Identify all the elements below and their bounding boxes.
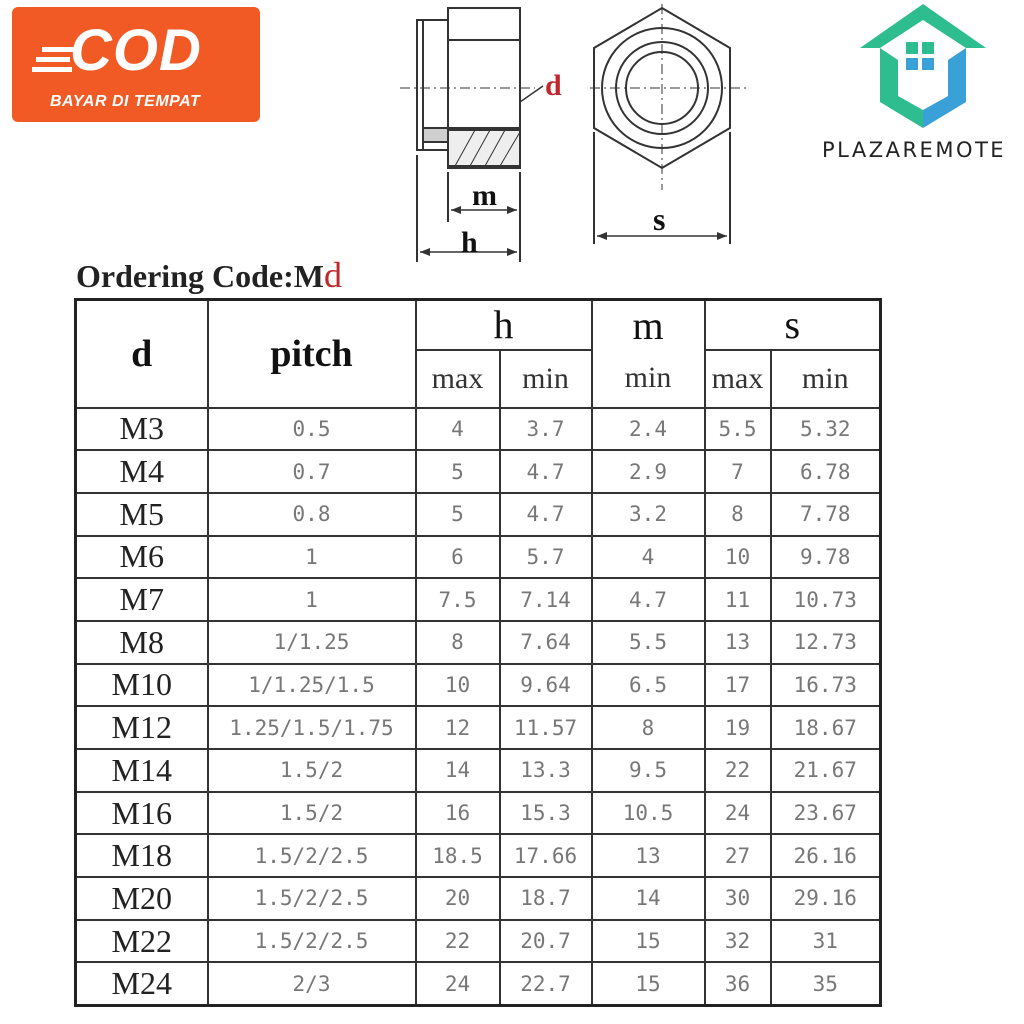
header-s: s [705, 300, 881, 350]
cell-m-min: 2.9 [592, 450, 705, 493]
cell-pitch: 0.8 [208, 493, 416, 536]
cell-d: M6 [76, 536, 208, 579]
cell-pitch: 1.5/2 [208, 792, 416, 835]
cell-m-min: 2.4 [592, 408, 705, 451]
cell-h-min: 7.64 [500, 621, 592, 664]
cell-d: M3 [76, 408, 208, 451]
cell-pitch: 1 [208, 578, 416, 621]
cell-h-max: 5 [416, 450, 500, 493]
cell-h-max: 16 [416, 792, 500, 835]
cell-m-min: 15 [592, 962, 705, 1005]
cell-h-min: 17.66 [500, 834, 592, 877]
cell-s-min: 35 [771, 962, 881, 1005]
cell-m-min: 4.7 [592, 578, 705, 621]
cell-s-max: 11 [705, 578, 771, 621]
cell-d: M8 [76, 621, 208, 664]
table-row [76, 834, 881, 877]
cell-s-min: 16.73 [771, 664, 881, 707]
ordering-code-suffix: d [323, 255, 342, 295]
diagram-label-m: m [472, 179, 497, 212]
cell-m-min: 5.5 [592, 621, 705, 664]
cell-d: M5 [76, 493, 208, 536]
cell-s-min: 18.67 [771, 706, 881, 749]
cell-pitch: 1 [208, 536, 416, 579]
cell-pitch: 1.5/2/2.5 [208, 877, 416, 920]
cell-d: M7 [76, 578, 208, 621]
cell-h-max: 5 [416, 493, 500, 536]
diagram-label-d: d [545, 69, 562, 102]
cell-s-min: 7.78 [771, 493, 881, 536]
cell-s-min: 26.16 [771, 834, 881, 877]
cell-h-max: 22 [416, 920, 500, 963]
cell-s-max: 7 [705, 450, 771, 493]
table-row [76, 920, 881, 963]
header-m-min: min [592, 350, 705, 408]
house-icon [856, 0, 990, 130]
cell-h-min: 4.7 [500, 450, 592, 493]
cell-s-max: 32 [705, 920, 771, 963]
cell-s-max: 10 [705, 536, 771, 579]
header-s-min: min [771, 350, 881, 408]
cell-h-max: 4 [416, 408, 500, 451]
cell-m-min: 6.5 [592, 664, 705, 707]
cell-h-max: 8 [416, 621, 500, 664]
cell-h-max: 20 [416, 877, 500, 920]
ordering-code [76, 254, 342, 296]
cell-s-max: 24 [705, 792, 771, 835]
cell-d: M24 [76, 962, 208, 1005]
cell-m-min: 8 [592, 706, 705, 749]
table-row [76, 877, 881, 920]
cell-s-min: 23.67 [771, 792, 881, 835]
cell-s-max: 27 [705, 834, 771, 877]
cell-h-max: 10 [416, 664, 500, 707]
cell-pitch: 2/3 [208, 962, 416, 1005]
cell-pitch: 0.5 [208, 408, 416, 451]
cell-m-min: 14 [592, 877, 705, 920]
cell-h-min: 22.7 [500, 962, 592, 1005]
cell-m-min: 9.5 [592, 749, 705, 792]
cell-d: M22 [76, 920, 208, 963]
cell-m-min: 15 [592, 920, 705, 963]
cod-title: COD [70, 18, 202, 83]
table-row [76, 749, 881, 792]
cell-h-min: 11.57 [500, 706, 592, 749]
cell-pitch: 1.5/2/2.5 [208, 920, 416, 963]
cell-s-max: 22 [705, 749, 771, 792]
table-row [76, 493, 881, 536]
cell-d: M14 [76, 749, 208, 792]
header-pitch: pitch [208, 300, 416, 408]
cell-pitch: 1/1.25 [208, 621, 416, 664]
cell-h-max: 18.5 [416, 834, 500, 877]
cell-d: M4 [76, 450, 208, 493]
cell-h-min: 13.3 [500, 749, 592, 792]
brand-name: PLAZAREMOTE [822, 138, 1007, 162]
table-row [76, 621, 881, 664]
cell-s-min: 6.78 [771, 450, 881, 493]
cell-s-min: 12.73 [771, 621, 881, 664]
cell-d: M18 [76, 834, 208, 877]
cell-s-min: 21.67 [771, 749, 881, 792]
table-row [76, 408, 881, 451]
cell-s-min: 31 [771, 920, 881, 963]
header-h-max: max [416, 350, 500, 408]
table-row [76, 792, 881, 835]
header-d: d [76, 300, 208, 408]
cell-h-max: 24 [416, 962, 500, 1005]
cell-pitch: 1.5/2/2.5 [208, 834, 416, 877]
cell-h-min: 9.64 [500, 664, 592, 707]
table-body [76, 408, 881, 1006]
cell-s-max: 36 [705, 962, 771, 1005]
cell-s-max: 13 [705, 621, 771, 664]
table-row [76, 664, 881, 707]
cod-subtitle: BAYAR DI TEMPAT [50, 93, 201, 110]
cell-pitch: 1.25/1.5/1.75 [208, 706, 416, 749]
cell-h-min: 15.3 [500, 792, 592, 835]
table-row [76, 450, 881, 493]
cell-s-min: 9.78 [771, 536, 881, 579]
cell-m-min: 10.5 [592, 792, 705, 835]
header-h-min: min [500, 350, 592, 408]
ordering-code-prefix: Ordering Code:M [76, 258, 324, 294]
cell-d: M16 [76, 792, 208, 835]
cell-h-max: 6 [416, 536, 500, 579]
cell-s-min: 5.32 [771, 408, 881, 451]
cell-m-min: 3.2 [592, 493, 705, 536]
cell-d: M20 [76, 877, 208, 920]
cell-m-min: 4 [592, 536, 705, 579]
table-row [76, 706, 881, 749]
dimension-table [74, 298, 882, 1007]
cell-h-min: 20.7 [500, 920, 592, 963]
cell-s-max: 17 [705, 664, 771, 707]
header-m: m [592, 300, 705, 350]
cell-h-min: 5.7 [500, 536, 592, 579]
header-h: h [416, 300, 592, 350]
cell-d: M12 [76, 706, 208, 749]
cell-s-max: 8 [705, 493, 771, 536]
nut-diagram [395, 0, 770, 262]
cell-s-min: 10.73 [771, 578, 881, 621]
cell-pitch: 1/1.25/1.5 [208, 664, 416, 707]
cell-h-min: 3.7 [500, 408, 592, 451]
cell-h-max: 12 [416, 706, 500, 749]
cell-s-max: 5.5 [705, 408, 771, 451]
diagram-label-s: s [653, 201, 666, 237]
cell-s-max: 30 [705, 877, 771, 920]
cell-pitch: 1.5/2 [208, 749, 416, 792]
cell-h-max: 14 [416, 749, 500, 792]
cell-h-min: 4.7 [500, 493, 592, 536]
cell-h-max: 7.5 [416, 578, 500, 621]
cell-d: M10 [76, 664, 208, 707]
cell-s-max: 19 [705, 706, 771, 749]
cell-pitch: 0.7 [208, 450, 416, 493]
table-row [76, 962, 881, 1005]
cod-badge [12, 7, 260, 122]
table-row [76, 536, 881, 579]
cell-h-min: 18.7 [500, 877, 592, 920]
cell-m-min: 13 [592, 834, 705, 877]
diagram-label-h: h [461, 226, 478, 259]
cell-h-min: 7.14 [500, 578, 592, 621]
table-row [76, 578, 881, 621]
header-s-max: max [705, 350, 771, 408]
cell-s-min: 29.16 [771, 877, 881, 920]
